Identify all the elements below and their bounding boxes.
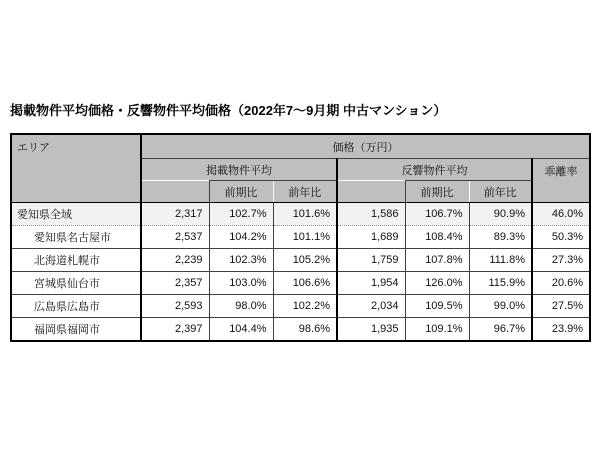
response-prev-period-cell: 106.7% [405,203,469,226]
divergence-cell: 23.9% [532,318,590,342]
response-prev-period-cell: 126.0% [405,272,469,295]
column-header-listed-average: 掲載物件平均 [141,159,337,181]
listed-avg-cell: 2,397 [141,318,209,342]
listed-prev-year-cell: 101.6% [273,203,337,226]
divergence-cell: 27.5% [532,295,590,318]
response-prev-period-cell: 107.8% [405,249,469,272]
response-prev-year-cell: 99.0% [469,295,532,318]
column-header-response-value-spacer [337,181,405,203]
column-header-response-prev-period: 前期比 [405,181,469,203]
table-row [11,318,590,342]
response-avg-cell: 1,689 [337,226,405,249]
response-prev-year-cell: 90.9% [469,203,532,226]
response-avg-cell: 1,586 [337,203,405,226]
area-cell: 愛知県全域 [11,203,141,226]
response-avg-cell: 2,034 [337,295,405,318]
table-row [11,226,590,249]
response-prev-year-cell: 111.8% [469,249,532,272]
table-header-row-1 [11,134,590,159]
page-title: 掲載物件平均価格・反響物件平均価格（2022年7〜9月期 中古マンション） [10,103,447,118]
response-avg-cell: 1,759 [337,249,405,272]
listed-prev-year-cell: 101.1% [273,226,337,249]
response-avg-cell: 1,935 [337,318,405,342]
column-header-price-group: 価格（万円） [141,134,590,159]
listed-prev-period-cell: 98.0% [209,295,273,318]
listed-avg-cell: 2,239 [141,249,209,272]
response-prev-year-cell: 89.3% [469,226,532,249]
divergence-cell: 46.0% [532,203,590,226]
area-cell: 広島県広島市 [11,295,141,318]
listed-avg-cell: 2,317 [141,203,209,226]
area-cell: 愛知県名古屋市 [11,226,141,249]
listed-prev-period-cell: 103.0% [209,272,273,295]
listed-prev-year-cell: 102.2% [273,295,337,318]
listed-avg-cell: 2,357 [141,272,209,295]
column-header-listed-value-spacer [141,181,209,203]
column-header-listed-prev-period: 前期比 [209,181,273,203]
column-header-response-average: 反響物件平均 [337,159,532,181]
listed-prev-period-cell: 104.4% [209,318,273,342]
listed-prev-period-cell: 102.3% [209,249,273,272]
column-header-listed-prev-year: 前年比 [273,181,337,203]
column-header-area: エリア [11,134,141,203]
table-row [11,272,590,295]
response-avg-cell: 1,954 [337,272,405,295]
price-table [10,133,591,342]
listed-prev-year-cell: 105.2% [273,249,337,272]
listed-prev-period-cell: 104.2% [209,226,273,249]
response-prev-period-cell: 109.1% [405,318,469,342]
divergence-cell: 20.6% [532,272,590,295]
listed-prev-period-cell: 102.7% [209,203,273,226]
table-row [11,295,590,318]
listed-avg-cell: 2,537 [141,226,209,249]
divergence-cell: 50.3% [532,226,590,249]
response-prev-period-cell: 108.4% [405,226,469,249]
table-row [11,249,590,272]
column-header-divergence-rate: 乖離率 [532,159,590,203]
listed-prev-year-cell: 98.6% [273,318,337,342]
table-row [11,203,590,226]
response-prev-period-cell: 109.5% [405,295,469,318]
area-cell: 福岡県福岡市 [11,318,141,342]
area-cell: 宮城県仙台市 [11,272,141,295]
column-header-response-prev-year: 前年比 [469,181,532,203]
area-cell: 北海道札幌市 [11,249,141,272]
response-prev-year-cell: 115.9% [469,272,532,295]
divergence-cell: 27.3% [532,249,590,272]
listed-avg-cell: 2,593 [141,295,209,318]
listed-prev-year-cell: 106.6% [273,272,337,295]
response-prev-year-cell: 96.7% [469,318,532,342]
